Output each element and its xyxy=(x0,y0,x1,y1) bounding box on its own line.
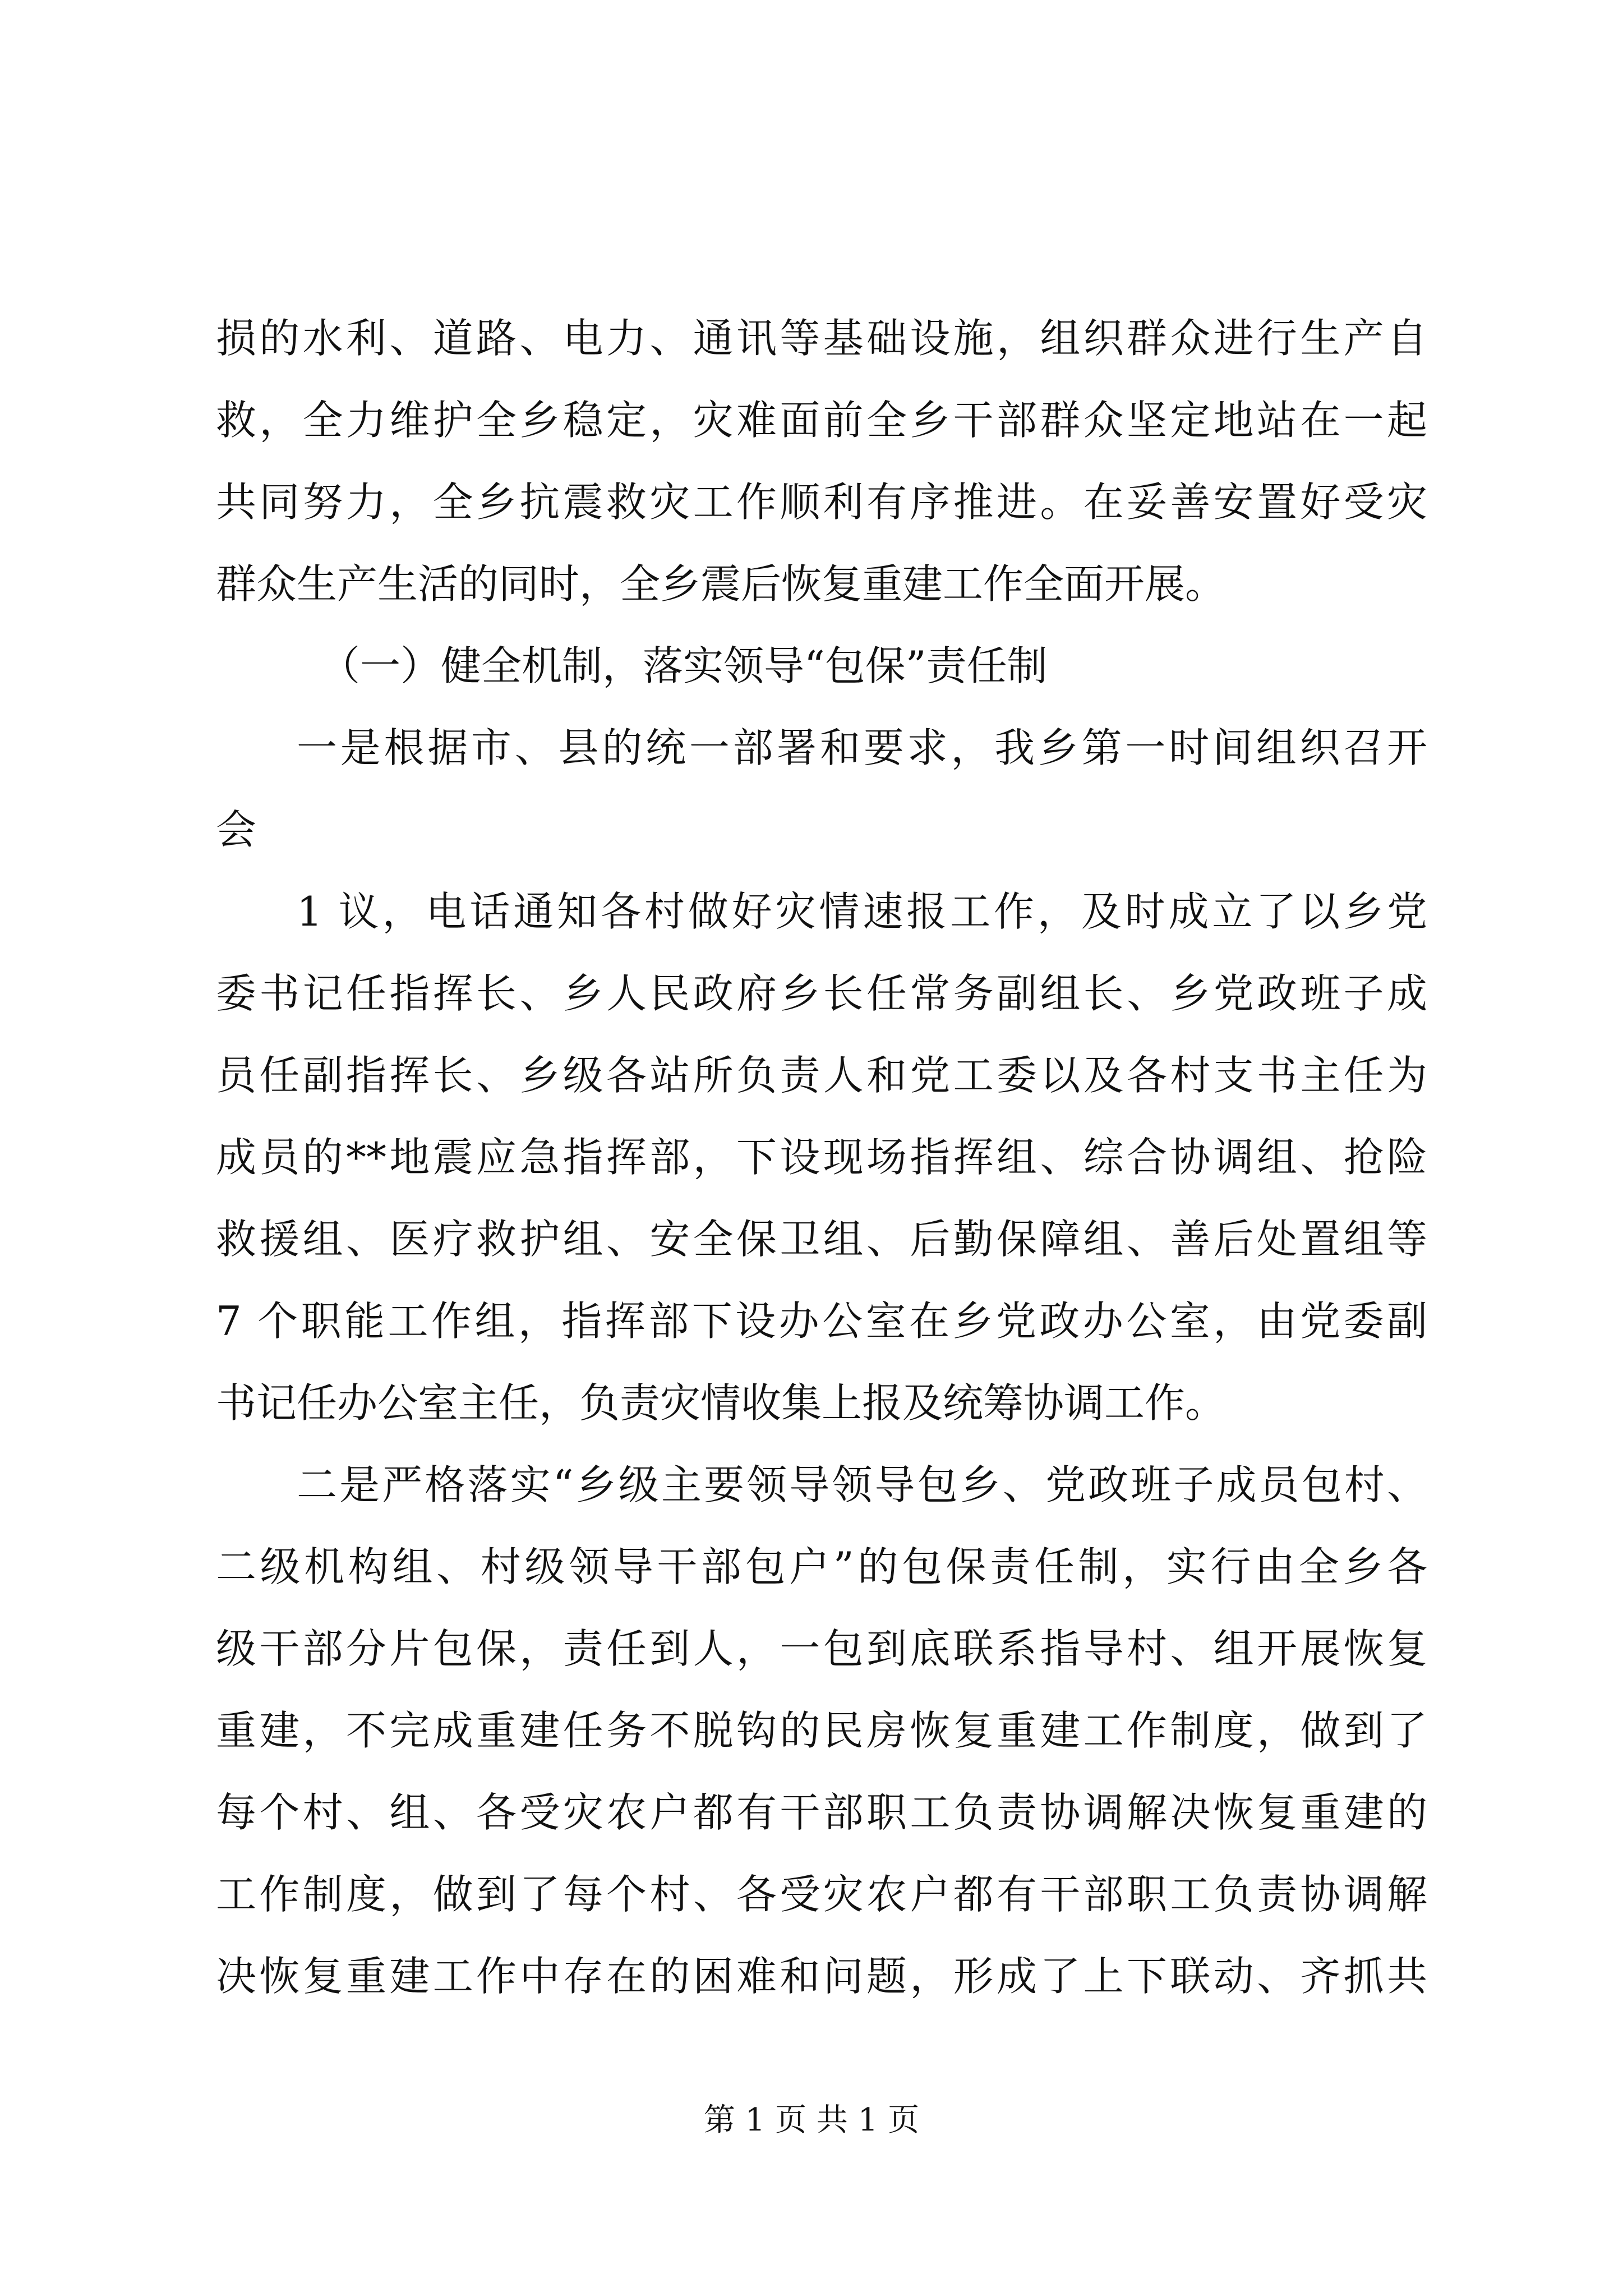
paragraph-line: 工作制度，做到了每个村、各受灾农户都有干部职工负责协调解 xyxy=(216,1871,1427,1918)
paragraph-line: 会 xyxy=(216,806,257,853)
paragraph-line: 二级机构组、村级领导干部包户”的包保责任制，实行由全乡各 xyxy=(216,1543,1427,1590)
paragraph-line: 损的水利、道路、电力、通讯等基础设施，组织群众进行生产自 xyxy=(216,315,1427,362)
document-body xyxy=(216,297,1427,2017)
page-footer: 第 1 页 共 1 页 xyxy=(703,2102,920,2138)
paragraph-line: 决恢复重建工作中存在的困难和问题，形成了上下联动、齐抓共 xyxy=(216,1953,1427,2000)
paragraph-line: 每个村、组、各受灾农户都有干部职工负责协调解决恢复重建的 xyxy=(216,1789,1427,1836)
paragraph-line: 成员的**地震应急指挥部，下设现场指挥组、综合协调组、抢险 xyxy=(216,1134,1427,1181)
paragraph-line: 救，全力维护全乡稳定，灾难面前全乡干部群众坚定地站在一起 xyxy=(216,397,1427,444)
paragraph-line: 级干部分片包保，责任到人，一包到底联系指导村、组开展恢复 xyxy=(216,1625,1427,1672)
paragraph-line: 二是严格落实“乡级主要领导领导包乡、党政班子成员包村、 xyxy=(297,1461,1427,1508)
section-heading: （一）健全机制，落实领导“包保”责任制 xyxy=(320,642,1048,689)
paragraph-line: 7 个职能工作组，指挥部下设办公室在乡党政办公室，由党委副 xyxy=(216,1297,1427,1345)
paragraph-line: 书记任办公室主任，负责灾情收集上报及统筹协调工作。 xyxy=(216,1379,1226,1427)
paragraph-line: 委书记任指挥长、乡人民政府乡长任常务副组长、乡党政班子成 xyxy=(216,970,1427,1017)
paragraph-line: 员任副指挥长、乡级各站所负责人和党工委以及各村支书主任为 xyxy=(216,1052,1427,1099)
paragraph-line: 重建，不完成重建任务不脱钩的民房恢复重建工作制度，做到了 xyxy=(216,1707,1427,1754)
paragraph-line: 1 议，电话通知各村做好灾情速报工作，及时成立了以乡党 xyxy=(297,888,1427,935)
paragraph-line: 一是根据市、县的统一部署和要求，我乡第一时间组织召开 xyxy=(297,724,1427,771)
paragraph-line: 救援组、医疗救护组、安全保卫组、后勤保障组、善后处置组等 xyxy=(216,1216,1427,1263)
paragraph-line: 共同努力，全乡抗震救灾工作顺利有序推进。在妥善安置好受灾 xyxy=(216,478,1427,526)
paragraph-line: 群众生产生活的同时，全乡震后恢复重建工作全面开展。 xyxy=(216,560,1226,608)
